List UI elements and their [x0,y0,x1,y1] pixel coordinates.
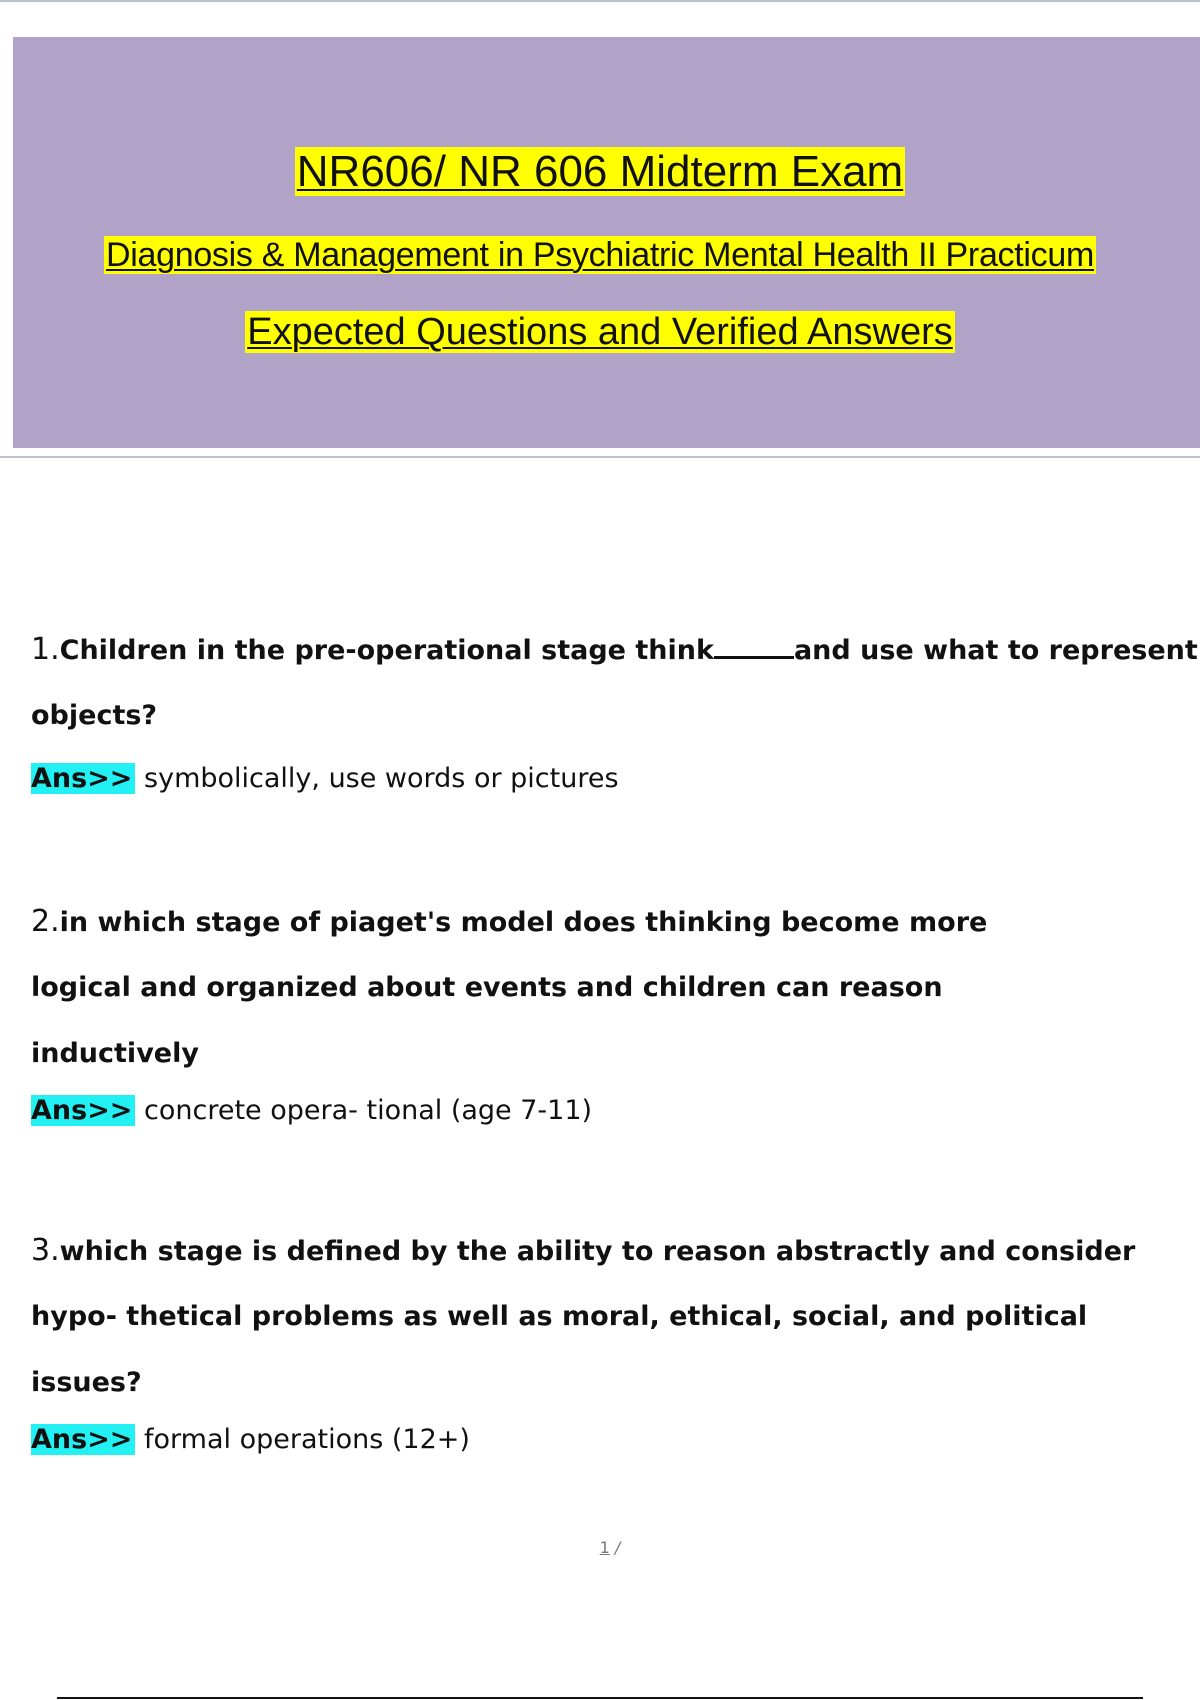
page-number [0,1538,1200,1557]
top-rule [0,0,1200,2]
answer-3-text: formal operations (12+) [135,1424,470,1455]
answer-2-tag: Ans>> [31,1095,135,1126]
answer-2 [31,1091,1200,1131]
header-rule [0,456,1200,458]
answer-3 [31,1420,1200,1460]
question-2-number: 2. [31,904,60,939]
exam-title [0,147,1200,197]
question-3-line-1 [31,1228,1200,1294]
answer-1 [31,759,1200,799]
page-number-suffix: / [609,1538,621,1557]
question-3-text-line-1: which stage is defined by the ability to reason abstractly and consider [59,1236,1136,1267]
question-1-line-1 [31,627,1200,693]
question-1-line-2: objects? [31,700,158,731]
exam-subtitle [0,236,1200,275]
exam-subtitle-text: Diagnosis & Management in Psychiatric Mental Health II Practicum [105,236,1094,274]
answer-3-tag: Ans>> [31,1424,135,1455]
question-3-line-3: issues? [31,1367,142,1398]
fill-in-blank [714,630,794,659]
question-1-text-before-blank: Children in the pre-operational stage think [59,635,714,666]
answer-1-text: symbolically, use words or pictures [135,763,619,794]
question-block-1 [31,627,1200,799]
question-block-3 [31,1228,1200,1460]
question-1-number: 1. [31,632,60,667]
answer-1-tag: Ans>> [31,763,135,794]
question-3-line-2: hypo- thetical problems as well as moral, ethical, social, and political [31,1301,1088,1332]
question-2-line-2: logical and organized about events and children can reason [31,972,943,1003]
question-block-2 [31,899,1200,1131]
question-2-line-1 [31,899,1200,965]
question-3-number: 3. [31,1233,60,1268]
exam-title-text: NR606/ NR 606 Midterm Exam [296,147,904,196]
exam-tagline [0,311,1200,354]
question-2-text-line-1: in which stage of piaget's model does thinking become more [59,907,988,938]
page-number-value: 1 [599,1538,610,1557]
bottom-rule [57,1697,1143,1699]
question-2-line-3: inductively [31,1038,199,1069]
answer-2-text: concrete opera- tional (age 7-11) [135,1095,593,1126]
exam-tagline-text: Expected Questions and Verified Answers [247,311,953,353]
question-1-text-after-blank: and use what to represent [793,635,1198,666]
